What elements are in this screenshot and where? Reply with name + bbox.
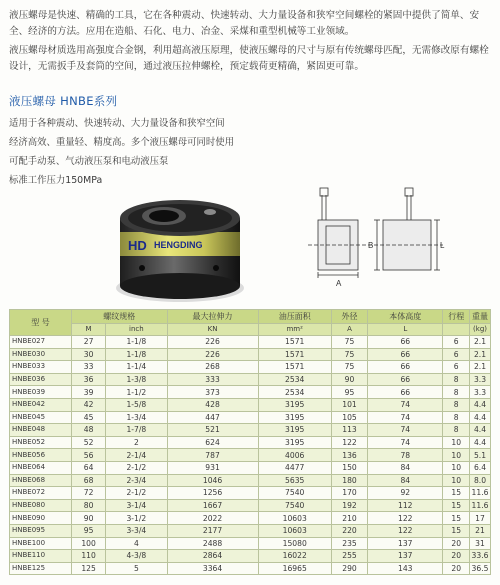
cell-height: 84 <box>368 474 443 487</box>
cell-area: 15080 <box>258 537 331 550</box>
cell-thread-inch: 2-3/4 <box>106 474 167 487</box>
table-row <box>10 361 491 374</box>
cell-area: 3195 <box>258 398 331 411</box>
cell-thread-m: 72 <box>71 487 105 500</box>
cell-model: HNBE045 <box>10 411 72 424</box>
cell-thread-inch: 2 <box>106 436 167 449</box>
cell-height: 66 <box>368 361 443 374</box>
cell-od: 192 <box>331 499 367 512</box>
cell-weight: 6.4 <box>470 461 491 474</box>
section-title: 液压螺母 HNBE系列 <box>9 94 118 108</box>
cell-od: 235 <box>331 537 367 550</box>
cell-thread-inch: 2-1/2 <box>106 487 167 500</box>
cell-height: 137 <box>368 550 443 563</box>
cell-model: HNBE090 <box>10 512 72 525</box>
spec-table <box>9 309 491 575</box>
table-row <box>10 487 491 500</box>
cell-force: 3364 <box>167 562 258 575</box>
cell-height: 137 <box>368 537 443 550</box>
cell-model: HNBE042 <box>10 398 72 411</box>
cell-area: 7540 <box>258 487 331 500</box>
brand-logo: HD <box>128 238 147 253</box>
cell-height: 92 <box>368 487 443 500</box>
table-row <box>10 562 491 575</box>
cell-model: HNBE036 <box>10 373 72 386</box>
cell-thread-inch: 1-5/8 <box>106 398 167 411</box>
table-row <box>10 348 491 361</box>
cell-thread-m: 80 <box>71 499 105 512</box>
cell-thread-m: 100 <box>71 537 105 550</box>
table-row <box>10 512 491 525</box>
cell-od: 101 <box>331 398 367 411</box>
cell-height: 66 <box>368 386 443 399</box>
cell-thread-m: 45 <box>71 411 105 424</box>
cell-model: HNBE033 <box>10 361 72 374</box>
dim-l-label: L <box>440 241 445 250</box>
table-unit-row <box>10 324 491 336</box>
cell-force: 2488 <box>167 537 258 550</box>
cell-force: 373 <box>167 386 258 399</box>
cell-thread-inch: 1-1/2 <box>106 386 167 399</box>
cell-thread-inch: 5 <box>106 562 167 575</box>
cell-stroke: 10 <box>443 461 470 474</box>
cell-force: 2864 <box>167 550 258 563</box>
cell-force: 447 <box>167 411 258 424</box>
cell-model: HNBE056 <box>10 449 72 462</box>
cell-force: 1046 <box>167 474 258 487</box>
cell-model: HNBE030 <box>10 348 72 361</box>
feature-item: 可配手动泵、气动液压泵和电动液压泵 <box>9 156 169 167</box>
cell-weight: 11.6 <box>470 499 491 512</box>
cell-od: 150 <box>331 461 367 474</box>
cell-thread-inch: 1-1/8 <box>106 336 167 349</box>
cell-height: 122 <box>368 512 443 525</box>
cell-height: 78 <box>368 449 443 462</box>
cell-area: 4477 <box>258 461 331 474</box>
cell-force: 2022 <box>167 512 258 525</box>
cell-thread-m: 125 <box>71 562 105 575</box>
cell-weight: 21 <box>470 524 491 537</box>
table-row <box>10 336 491 349</box>
cell-thread-m: 39 <box>71 386 105 399</box>
cell-thread-inch: 1-7/8 <box>106 424 167 437</box>
cell-thread-inch: 3-1/4 <box>106 499 167 512</box>
cell-area: 3195 <box>258 424 331 437</box>
cell-height: 112 <box>368 499 443 512</box>
cell-weight: 33.6 <box>470 550 491 563</box>
cell-weight: 2.1 <box>470 348 491 361</box>
table-row <box>10 398 491 411</box>
cell-stroke: 10 <box>443 436 470 449</box>
cell-od: 170 <box>331 487 367 500</box>
cell-weight: 4.4 <box>470 398 491 411</box>
table-row <box>10 436 491 449</box>
intro-paragraph-1: 液压螺母是快速、精确的工具，它在各种震动、快速转动、大力量设备和狭窄空间螺栓的紧固中提供了简单、安全、经济的方法。应用在造船、石化、电力、冶金、采煤和重型机械等工业领域。 <box>9 10 480 37</box>
col-model: 型 号 <box>10 310 72 336</box>
table-row <box>10 424 491 437</box>
cell-stroke: 15 <box>443 499 470 512</box>
cell-weight: 4.4 <box>470 436 491 449</box>
cell-model: HNBE068 <box>10 474 72 487</box>
cell-stroke: 6 <box>443 336 470 349</box>
cell-thread-inch: 3-1/2 <box>106 512 167 525</box>
cell-height: 74 <box>368 411 443 424</box>
cell-height: 143 <box>368 562 443 575</box>
cell-model: HNBE064 <box>10 461 72 474</box>
cell-weight: 3.3 <box>470 373 491 386</box>
cell-thread-m: 110 <box>71 550 105 563</box>
cell-area: 10603 <box>258 512 331 525</box>
cell-model: HNBE052 <box>10 436 72 449</box>
table-row <box>10 474 491 487</box>
cell-area: 3195 <box>258 436 331 449</box>
feature-item: 经济高效、重量轻、精度高。多个液压螺母可同时使用 <box>9 137 235 148</box>
cell-force: 268 <box>167 361 258 374</box>
cell-area: 1571 <box>258 336 331 349</box>
cell-stroke: 20 <box>443 537 470 550</box>
technical-drawing <box>298 180 448 292</box>
cell-stroke: 10 <box>443 474 470 487</box>
table-row <box>10 411 491 424</box>
cell-force: 1256 <box>167 487 258 500</box>
cell-od: 122 <box>331 436 367 449</box>
cell-thread-inch: 2-1/2 <box>106 461 167 474</box>
col-od: 外径 <box>331 310 367 324</box>
cell-model: HNBE080 <box>10 499 72 512</box>
cell-model: HNBE027 <box>10 336 72 349</box>
table-row <box>10 373 491 386</box>
col-weight: 重量 <box>470 310 491 324</box>
unit-inch: inch <box>106 324 167 336</box>
intro-text <box>9 8 493 78</box>
cell-stroke: 8 <box>443 398 470 411</box>
cell-weight: 8.0 <box>470 474 491 487</box>
cell-thread-inch: 1-1/8 <box>106 348 167 361</box>
cell-model: HNBE072 <box>10 487 72 500</box>
cell-area: 10603 <box>258 524 331 537</box>
unit-height: L <box>368 324 443 336</box>
cell-model: HNBE048 <box>10 424 72 437</box>
cell-weight: 4.4 <box>470 424 491 437</box>
cell-thread-inch: 1-3/4 <box>106 411 167 424</box>
dim-b-label: B <box>368 241 374 250</box>
cell-force: 428 <box>167 398 258 411</box>
cell-thread-m: 95 <box>71 524 105 537</box>
cell-od: 290 <box>331 562 367 575</box>
unit-weight: (kg) <box>470 324 491 336</box>
cell-area: 16965 <box>258 562 331 575</box>
cell-model: HNBE039 <box>10 386 72 399</box>
cell-thread-m: 52 <box>71 436 105 449</box>
unit-force: KN <box>167 324 258 336</box>
cell-area: 16022 <box>258 550 331 563</box>
feature-item: 适用于各种震动、快速转动、大力量设备和狭窄空间 <box>9 118 225 129</box>
unit-stroke <box>443 324 470 336</box>
cell-stroke: 10 <box>443 449 470 462</box>
cell-model: HNBE095 <box>10 524 72 537</box>
cell-weight: 3.3 <box>470 386 491 399</box>
cell-od: 105 <box>331 411 367 424</box>
cell-stroke: 8 <box>443 373 470 386</box>
cell-thread-m: 48 <box>71 424 105 437</box>
dim-a-label: A <box>336 279 342 288</box>
cell-height: 74 <box>368 398 443 411</box>
cell-height: 66 <box>368 336 443 349</box>
cell-thread-m: 56 <box>71 449 105 462</box>
cell-model: HNBE110 <box>10 550 72 563</box>
cell-force: 1667 <box>167 499 258 512</box>
cell-area: 2534 <box>258 386 331 399</box>
cell-thread-m: 42 <box>71 398 105 411</box>
feature-list <box>9 114 234 190</box>
cell-weight: 11.6 <box>470 487 491 500</box>
col-stroke: 行程 <box>443 310 470 324</box>
cell-force: 226 <box>167 348 258 361</box>
cell-od: 180 <box>331 474 367 487</box>
cell-od: 75 <box>331 336 367 349</box>
cell-thread-inch: 4-3/8 <box>106 550 167 563</box>
cell-od: 95 <box>331 386 367 399</box>
cell-area: 4006 <box>258 449 331 462</box>
col-force: 最大拉伸力 <box>167 310 258 324</box>
table-row <box>10 449 491 462</box>
cell-weight: 2.1 <box>470 361 491 374</box>
cell-od: 220 <box>331 524 367 537</box>
cell-thread-inch: 1-1/4 <box>106 361 167 374</box>
cell-model: HNBE125 <box>10 562 72 575</box>
cell-stroke: 6 <box>443 361 470 374</box>
col-area: 油压面积 <box>258 310 331 324</box>
cell-height: 122 <box>368 524 443 537</box>
cell-height: 74 <box>368 436 443 449</box>
cell-area: 1571 <box>258 361 331 374</box>
cell-thread-m: 33 <box>71 361 105 374</box>
cell-force: 931 <box>167 461 258 474</box>
cell-force: 787 <box>167 449 258 462</box>
cell-force: 624 <box>167 436 258 449</box>
cell-weight: 5.1 <box>470 449 491 462</box>
cell-thread-inch: 4 <box>106 537 167 550</box>
cell-od: 75 <box>331 348 367 361</box>
table-row <box>10 524 491 537</box>
cell-height: 84 <box>368 461 443 474</box>
col-thread: 螺纹规格 <box>71 310 167 324</box>
unit-m: M <box>71 324 105 336</box>
cell-thread-m: 68 <box>71 474 105 487</box>
cell-force: 2177 <box>167 524 258 537</box>
cell-stroke: 8 <box>443 424 470 437</box>
table-row <box>10 537 491 550</box>
cell-area: 3195 <box>258 411 331 424</box>
cell-height: 66 <box>368 373 443 386</box>
cell-thread-inch: 1-3/8 <box>106 373 167 386</box>
cell-weight: 36.5 <box>470 562 491 575</box>
cell-stroke: 8 <box>443 386 470 399</box>
cell-area: 7540 <box>258 499 331 512</box>
cell-weight: 17 <box>470 512 491 525</box>
unit-area: mm² <box>258 324 331 336</box>
table-row <box>10 550 491 563</box>
cell-height: 74 <box>368 424 443 437</box>
table-row <box>10 499 491 512</box>
cell-od: 210 <box>331 512 367 525</box>
cell-thread-m: 30 <box>71 348 105 361</box>
cell-od: 75 <box>331 361 367 374</box>
product-photo <box>112 192 248 304</box>
cell-thread-m: 36 <box>71 373 105 386</box>
brand-name: HENGDING <box>154 240 203 250</box>
cell-thread-m: 64 <box>71 461 105 474</box>
table-header-row <box>10 310 491 324</box>
cell-force: 333 <box>167 373 258 386</box>
cell-stroke: 6 <box>443 348 470 361</box>
col-height: 本体高度 <box>368 310 443 324</box>
cell-stroke: 8 <box>443 411 470 424</box>
cell-thread-inch: 3-3/4 <box>106 524 167 537</box>
cell-model: HNBE100 <box>10 537 72 550</box>
cell-stroke: 20 <box>443 550 470 563</box>
cell-area: 5635 <box>258 474 331 487</box>
cell-area: 2534 <box>258 373 331 386</box>
cell-stroke: 20 <box>443 562 470 575</box>
cell-thread-m: 27 <box>71 336 105 349</box>
cell-stroke: 15 <box>443 512 470 525</box>
table-row <box>10 461 491 474</box>
cell-od: 90 <box>331 373 367 386</box>
intro-paragraph-2: 液压螺母材质选用高强度合金钢，利用超高液压原理，使液压螺母的尺寸与原有传统螺母匹配，无需修改原有螺栓设计，无需扳手及套筒的空间，通过液压拉伸螺栓，预定载荷更精确，紧固更可靠。 <box>9 45 489 72</box>
feature-item: 标准工作压力150MPa <box>9 175 103 186</box>
table-body <box>10 336 491 575</box>
cell-force: 226 <box>167 336 258 349</box>
cell-od: 255 <box>331 550 367 563</box>
cell-stroke: 15 <box>443 524 470 537</box>
table-row <box>10 386 491 399</box>
cell-height: 66 <box>368 348 443 361</box>
cell-weight: 4.4 <box>470 411 491 424</box>
cell-weight: 31 <box>470 537 491 550</box>
cell-od: 113 <box>331 424 367 437</box>
cell-weight: 2.1 <box>470 336 491 349</box>
unit-od: A <box>331 324 367 336</box>
cell-thread-m: 90 <box>71 512 105 525</box>
cell-force: 521 <box>167 424 258 437</box>
cell-area: 1571 <box>258 348 331 361</box>
cell-stroke: 15 <box>443 487 470 500</box>
cell-od: 136 <box>331 449 367 462</box>
cell-thread-inch: 2-1/4 <box>106 449 167 462</box>
